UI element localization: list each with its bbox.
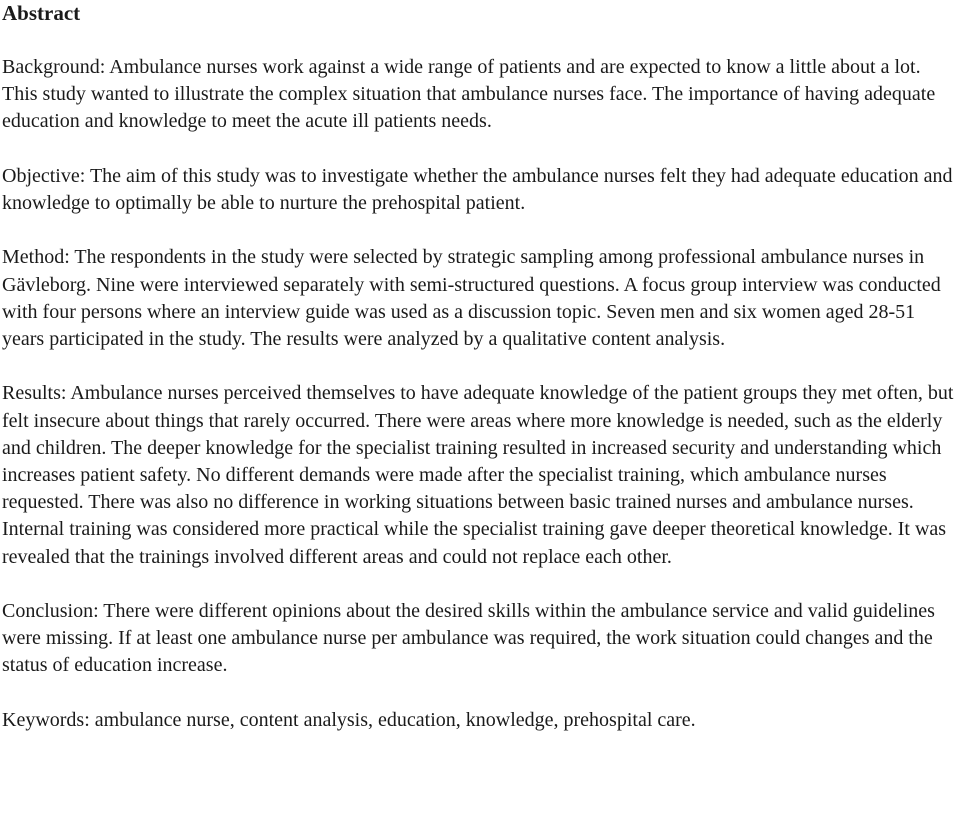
- spacer: [2, 27, 958, 54]
- keywords-paragraph: Keywords: ambulance nurse, content analysis, education, knowledge, prehospital care.: [2, 708, 696, 731]
- abstract-page: [2, 0, 958, 734]
- background-paragraph: Background: Ambulance nurses work against a wide range of patients and are expected to know a little about a lot. This study wanted to illustrate the complex situation that ambulance nurses face. The importance of having adequate education and knowledge to meet the acute ill patients needs.: [2, 56, 936, 133]
- method-paragraph: Method: The respondents in the study were selected by strategic sampling among professional ambulance nurses in Gävleborg. Nine were interviewed separately with semi-structured questions. A focus group interview was conducted with four persons where an interview guide was used as a discussion topic. Seven men and six women aged 28-51 years participated in the study. The results were analyzed by a qualitative content analysis.: [2, 246, 941, 350]
- spacer: [2, 571, 958, 598]
- spacer: [2, 680, 958, 707]
- results-paragraph: Results: Ambulance nurses perceived themselves to have adequate knowledge of the patient groups they met often, but felt insecure about things that rarely occurred. There were areas where more knowledge is needed, such as the elderly and children. The deeper knowledge for the specialist training resulted in increased security and understanding which increases patient safety. No different demands were made after the specialist training, which ambulance nurses requested. There was also no difference in working situations between basic trained nurses and ambulance nurses. Internal training was considered more practical while the specialist training gave deeper theoretical knowledge. It was revealed that the trainings involved different areas and could not replace each other.: [2, 382, 954, 568]
- objective-paragraph: Objective: The aim of this study was to investigate whether the ambulance nurses felt they had adequate education and knowledge to optimally be able to nurture the prehospital patient.: [2, 164, 953, 214]
- abstract-heading: Abstract: [2, 1, 81, 25]
- spacer: [2, 136, 958, 163]
- spacer: [2, 353, 958, 380]
- conclusion-paragraph: Conclusion: There were different opinions about the desired skills within the ambulance service and valid guidelines were missing. If at least one ambulance nurse per ambulance was required, the work situation could changes and the status of education increase.: [2, 600, 935, 677]
- spacer: [2, 217, 958, 244]
